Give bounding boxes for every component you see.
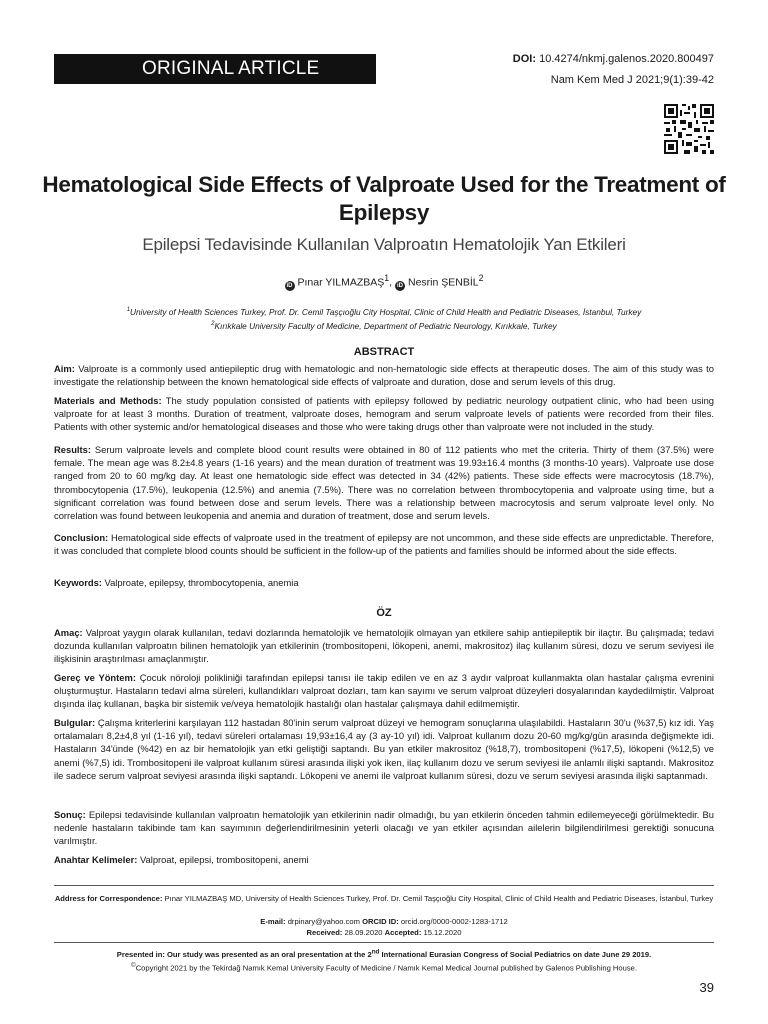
oz-yontem: Gereç ve Yöntem: Çocuk nöroloji polikliniği tarafından epilepsi tanısı ile takip edilen ve en az 3 aydır valproat kullanmakta olan hastalar çalışma evrenini oluşturmuştur. Hastaların tedavi alma süreleri, kullandıkları valproat dozları, tam kan sayımı ve serum valproat düzeyleri dosyalarından kaydedilmiştir. Valproat dışında ilaç kullanan, başka bir sistemik ve/veya hematolojik hastalığı olan hastalar çalışmaya dahil edilmemiştir. bbox=[54, 672, 714, 710]
author-line: iD Pınar YILMAZBAŞ$^1$, iD Nesrin ŞENBİL$^2$ bbox=[286, 273, 484, 289]
article-subtitle: Epilepsi Tedavisinde Kullanılan Valproatın Hematolojik Yan Etkileri bbox=[142, 235, 626, 254]
author-name[interactable]: Pınar YILMAZBAŞ bbox=[297, 276, 385, 289]
journal-citation: Nam Kem Med J 2021;9(1):39-42 bbox=[550, 74, 714, 86]
author-name[interactable]: Nesrin ŞENBİL bbox=[408, 276, 479, 289]
copyright-note: ©Copyright 2021 by the Tekirdağ Namık Kemal University Faculty of Medicine / Namık Kemal Medical Journal published by Galenos Publishing House. bbox=[131, 962, 637, 973]
orcid-icon[interactable]: iD bbox=[286, 282, 293, 289]
abstract-heading: ABSTRACT bbox=[353, 346, 415, 358]
dates-line: Received: 28.09.2020 Accepted: 15.12.2020 bbox=[306, 928, 462, 937]
oz-sonuc: Sonuç: Epilepsi tedavisinde kullanılan valproatın hematolojik yan etkilerinin nadir olmadığı, bu yan etkilerin önceden tahmin edilemeyeceği görülmektedir. Bu nedenle hastaların takibinde tam kan sayımının değerlendirilmesinin yeterli olacağı ve yan etkiler açısından ailelerin bilgilendirilmesi gerektiği sonucuna varılmıştır. bbox=[54, 809, 714, 847]
oz-amac: Amaç: Valproat yaygın olarak kullanılan, tedavi dozlarında hematolojik ve hematolojik olmayan yan etkilere sahip antiepileptik bir ilaçtır. Bu çalışmada; tedavi dozunda kullanılan valproatın bilinen hematolojik yan etkilerinin (trombositopeni, lökopeni, anemi, makrositoz) ilaç kullanım süresi, dozu ve serum seviyesi ile ilişkisinin araştırılması amaçlanmıştır. bbox=[54, 627, 714, 665]
page-number: 39 bbox=[699, 980, 714, 995]
abstract-conclusion: Conclusion: Hematological side effects of valproate used in the treatment of epilepsy are not uncommon, and these side effects are unpredictable. Therefore, it was concluded that complete blood counts should be sufficient in the follow-up of the patients and families should be informed about the side effects. bbox=[54, 532, 714, 557]
qr-code-icon bbox=[664, 104, 714, 154]
abstract-methods: Materials and Methods: The study population consisted of patients with epilepsy followed by pediatric neurology outpatient clinic, who had been using valproate for at least 3 months. Duration of treatment, valproate doses, hemogram and serum valproate levels of patients were recorded from their files. Patients with other systemic and/or hematological diseases and those who were taking drugs other than valproate were not included in the study. bbox=[54, 395, 715, 433]
article-title: Hematological Side Effects of Valproate Used for the Treatment of Epilepsy bbox=[42, 172, 726, 225]
email-link[interactable]: drpinary@yahoo.com bbox=[285, 917, 363, 926]
orcid-link[interactable]: orcid.org/0000-0002-1283-1712 bbox=[398, 917, 508, 926]
abstract-aim: Aim: Valproate is a commonly used antiepileptic drug with hematologic and non-hematologic side effects at therapeutic doses. The aim of this study was to investigate the relationship between the known hematological side effects of valproate and duration, dose and serum levels of this drug. bbox=[54, 363, 714, 388]
abstract-keywords: Keywords: Valproate, epilepsy, thrombocytopenia, anemia bbox=[54, 577, 299, 588]
correspondence-address: Address for Correspondence: Pınar YILMAZBAŞ MD, University of Health Sciences Turkey, Prof. Dr. Cemil Taşçıoğlu City Hospital, Clinic of Child Health and Pediatric Diseases, İstanbul, Turkey bbox=[54, 894, 714, 903]
doi[interactable]: DOI: 10.4274/nkmj.galenos.2020.800497 bbox=[512, 53, 714, 65]
orcid-icon[interactable]: iD bbox=[397, 282, 403, 289]
oz-anahtar: Anahtar Kelimeler: Valproat, epilepsi, trombositopeni, anemi bbox=[54, 854, 309, 865]
oz-heading: ÖZ bbox=[376, 607, 392, 619]
contact-line: E-mail: drpinary@yahoo.com ORCID ID: orcid.org/0000-0002-1283-1712 bbox=[260, 917, 508, 926]
article-type-badge: ORIGINAL ARTICLE bbox=[54, 54, 376, 84]
presented-note: Presented in: Our study was presented as an oral presentation at the 2nd International Eurasian Congress of Social Pediatrics on date June 29 2019. bbox=[116, 948, 652, 959]
abstract-results: Results: Serum valproate levels and complete blood count results were obtained in 80 of 112 patients who met the criteria. Thirty of them (37.5%) were female. The mean age was 8.2±4.8 years (1-16 years) and the mean duration of treatment was 19.93±16.4 months (3 months-10 years). Valproate use dose ranged from 20 to 60 mg/kg day. At least one hematologic side effect was detected in 34 (42%) patients. These side effects were macrocytosis (18.7%), thrombocytopenia (17.5%), leukopenia (12.5%) and anemia (7.5%). There was no correlation between thrombocytopenia and valproate using time, but a significant correlation was found between dose and serum levels. There was a relationship between macrocytosis and serum valproate level only. No correlation was found between leukopenia and anemia and duration of treatment, dose and serum levels. bbox=[54, 444, 714, 522]
affiliation-1: $^1$University of Health Sciences Turkey, Prof. Dr. Cemil Taşçıoğlu City Hospital, Clinic of Child Health and Pediatric Diseases, İstanbul, Turkey bbox=[126, 307, 642, 317]
footer-divider-2 bbox=[54, 942, 714, 943]
footer-divider bbox=[54, 885, 714, 886]
affiliation-2: $^2$Kırıkkale University Faculty of Medicine, Department of Pediatric Neurology, Kırıkkale, Turkey bbox=[211, 321, 557, 331]
oz-bulgular: Bulgular: Çalışma kriterlerini karşılayan 112 hastadan 80'inin serum valproat düzeyi ve hemogram sonuçlarına ulaşılabildi. Hastaların 30'u (%37,5) kız idi. Yaş ortalamaları 8,2±4,8 yıl (1-16 yıl), tedavi süreleri ortalaması 19,93±16,4 ay (3 ay-10 yıl) idi. Valproat kullanım dozu 20-60 mg/kg/gün arasında değişmekte idi. Hastaların 34'ünde (%42) en az bir hematolojik yan etki geliştiği saptandı. Bu yan etkiler makrositoz (%18,7), trombositopeni (%17,5), lökopeni (%12,5) ve anemi (%7,5) idi. Trombositopeni ile valproat kullanım süresi arasında ilişki yok iken, ilaç kullanım dozu ve serum seviyesi ile anlamlı ilişki saptandı. Makrositoz ile sadece serum valproat seviyesi arasında ilişki saptandı. Lökopeni ve anemi ile valproat kullanım süresi, dozu ve serum seviyesi arasında ilişki saptanmadı. bbox=[54, 717, 714, 781]
